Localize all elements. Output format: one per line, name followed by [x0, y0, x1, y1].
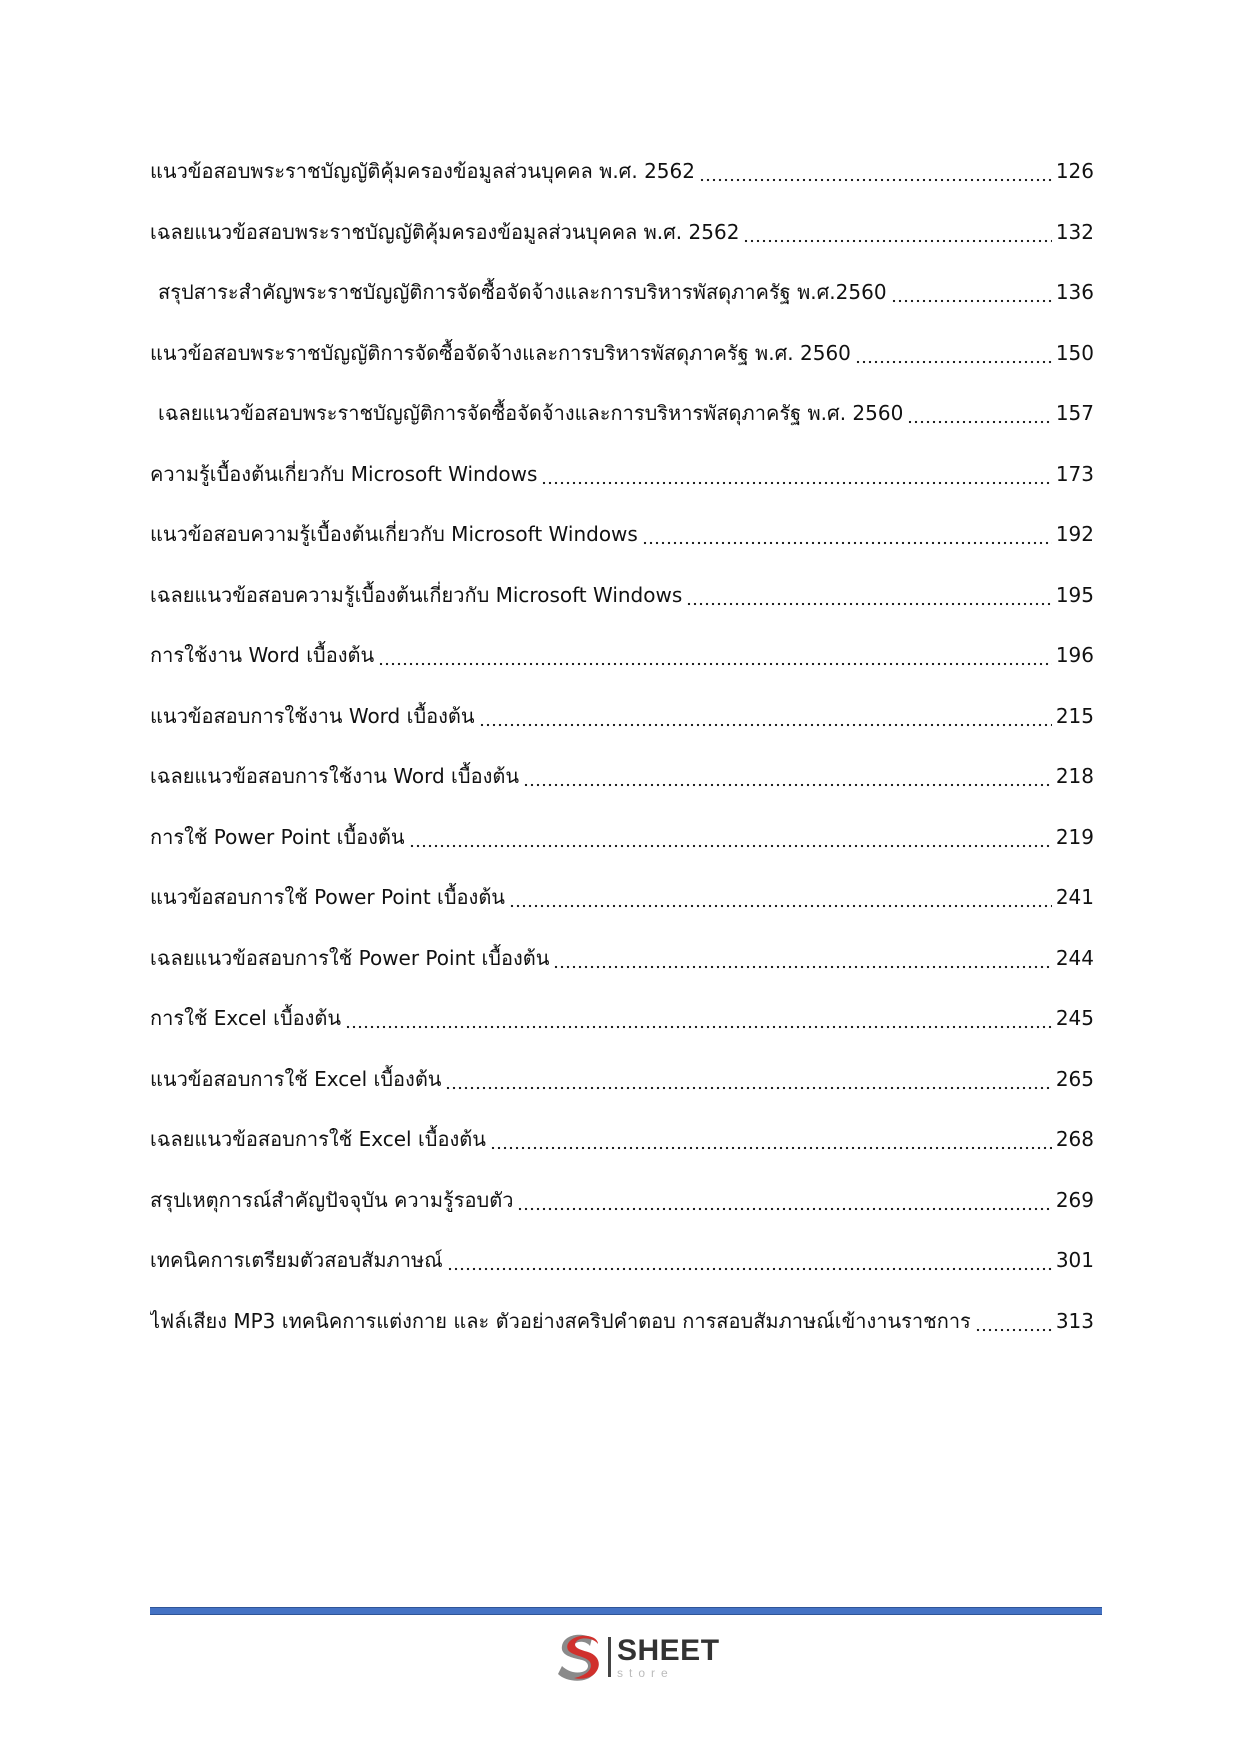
toc-entry[interactable] — [150, 699, 1094, 760]
toc-entry-page-number: 136 — [1055, 280, 1094, 304]
toc-entry-page-number: 173 — [1055, 461, 1094, 486]
toc-dot-leader — [541, 457, 1051, 491]
sheet-store-s-icon — [552, 1630, 604, 1684]
toc-dot-leader — [907, 396, 1051, 430]
toc-dot-leader — [686, 578, 1052, 612]
toc-entry-title: เฉลยแนวข้อสอบการใช้งาน Word เบื้องต้น — [150, 764, 520, 788]
toc-entry-page-number: 241 — [1055, 885, 1094, 909]
toc-entry[interactable] — [150, 759, 1094, 820]
toc-entry-page-number: 196 — [1055, 643, 1094, 667]
toc-entry-page-number: 301 — [1055, 1248, 1094, 1272]
toc-entry-title: แนวข้อสอบการใช้ Excel เบื้องต้น — [150, 1066, 442, 1091]
toc-entry[interactable] — [150, 1001, 1094, 1062]
toc-entry-title: แนวข้อสอบการใช้ Power Point เบื้องต้น — [150, 885, 505, 909]
toc-entry-title: เฉลยแนวข้อสอบความรู้เบื้องต้นเกี่ยวกับ Microsoft Windows — [150, 582, 683, 607]
toc-entry-page-number: 244 — [1055, 945, 1094, 970]
toc-dot-leader — [553, 941, 1051, 975]
footer-rule — [150, 1607, 1102, 1615]
toc-dot-leader — [855, 336, 1052, 370]
sheet-store-logo — [552, 1630, 720, 1684]
toc-entry[interactable] — [150, 941, 1094, 1002]
toc-dot-leader — [445, 1062, 1051, 1096]
toc-entry-page-number: 215 — [1055, 703, 1094, 728]
toc-entry-page-number: 157 — [1055, 401, 1094, 425]
toc-entry[interactable] — [150, 275, 1094, 336]
toc-entry-title: แนวข้อสอบการใช้งาน Word เบื้องต้น — [150, 703, 475, 728]
toc-entry-page-number: 195 — [1055, 582, 1094, 607]
toc-dot-leader — [975, 1304, 1052, 1338]
toc-dot-leader — [523, 759, 1052, 793]
toc-entry[interactable] — [150, 215, 1094, 276]
toc-entry[interactable] — [150, 457, 1094, 518]
toc-entry-title: ไฟล์เสียง MP3 เทคนิคการแต่งกาย และ ตัวอย่างสคริปคำตอบ การสอบสัมภาษณ์เข้างานราชการ — [150, 1308, 971, 1333]
toc-dot-leader — [378, 638, 1052, 672]
logo-text — [617, 1633, 720, 1680]
toc-entry[interactable] — [150, 638, 1094, 699]
toc-entry[interactable] — [150, 1183, 1094, 1244]
toc-entry-page-number: 150 — [1055, 340, 1094, 365]
toc-entry-title: เทคนิคการเตรียมตัวสอบสัมภาษณ์ — [150, 1248, 443, 1272]
toc-entry[interactable] — [150, 1062, 1094, 1123]
toc-entry[interactable] — [150, 880, 1094, 941]
toc-entry-title: แนวข้อสอบความรู้เบื้องต้นเกี่ยวกับ Microsoft Windows — [150, 522, 638, 546]
toc-dot-leader — [509, 880, 1052, 914]
toc-dot-leader — [699, 154, 1052, 188]
toc-entry[interactable] — [150, 336, 1094, 397]
toc-entry-title: เฉลยแนวข้อสอบพระราชบัญญัติคุ้มครองข้อมูลส่วนบุคคล พ.ศ. 2562 — [150, 219, 740, 244]
toc-entry[interactable] — [150, 154, 1094, 215]
toc-entry[interactable] — [150, 820, 1094, 881]
toc-entry-page-number: 313 — [1055, 1308, 1094, 1333]
toc-entry[interactable] — [150, 1304, 1094, 1365]
toc-dot-leader — [479, 699, 1052, 733]
toc-entry-title: แนวข้อสอบพระราชบัญญัติคุ้มครองข้อมูลส่วนบุคคล พ.ศ. 2562 — [150, 159, 695, 183]
toc-dot-leader — [447, 1243, 1052, 1277]
toc-entry-page-number: 192 — [1055, 522, 1094, 546]
logo-wordmark: SHEET — [617, 1633, 720, 1667]
toc-entry-page-number: 265 — [1055, 1066, 1094, 1091]
toc-entry-title: การใช้ Excel เบื้องต้น — [150, 1006, 342, 1030]
toc-entry[interactable] — [150, 517, 1094, 578]
toc-entry-title: เฉลยแนวข้อสอบการใช้ Excel เบื้องต้น — [150, 1127, 486, 1151]
toc-dot-leader — [490, 1122, 1052, 1156]
toc-entry-title: สรุปเหตุการณ์สำคัญปัจจุบัน ความรู้รอบตัว — [150, 1187, 514, 1212]
toc-entry-title: การใช้งาน Word เบื้องต้น — [150, 643, 375, 667]
toc-entry-page-number: 126 — [1055, 159, 1094, 183]
toc-entry-page-number: 132 — [1055, 219, 1094, 244]
toc-entry[interactable] — [150, 1122, 1094, 1183]
toc-entry[interactable] — [150, 578, 1094, 639]
toc-entry[interactable] — [150, 396, 1094, 457]
toc-entry-page-number: 245 — [1055, 1006, 1094, 1030]
toc-dot-leader — [409, 820, 1052, 854]
toc-entry-title: แนวข้อสอบพระราชบัญญัติการจัดซื้อจัดจ้างและการบริหารพัสดุภาครัฐ พ.ศ. 2560 — [150, 340, 851, 365]
toc-entry-page-number: 218 — [1055, 764, 1094, 788]
toc-entry-title: เฉลยแนวข้อสอบพระราชบัญญัติการจัดซื้อจัดจ้างและการบริหารพัสดุภาครัฐ พ.ศ. 2560 — [158, 401, 904, 425]
toc-dot-leader — [642, 517, 1052, 551]
logo-subtitle: store — [617, 1665, 674, 1680]
logo-separator — [608, 1637, 611, 1677]
toc-entry-page-number: 219 — [1055, 824, 1094, 849]
toc-dot-leader — [891, 275, 1052, 309]
toc-entry-title: สรุปสาระสำคัญพระราชบัญญัติการจัดซื้อจัดจ้างและการบริหารพัสดุภาครัฐ พ.ศ.2560 — [158, 280, 887, 304]
toc-entry-page-number: 269 — [1055, 1187, 1094, 1212]
toc-entry[interactable] — [150, 1243, 1094, 1304]
table-of-contents — [150, 154, 1094, 1364]
toc-entry-title: ความรู้เบื้องต้นเกี่ยวกับ Microsoft Windows — [150, 461, 538, 486]
toc-entry-title: การใช้ Power Point เบื้องต้น — [150, 824, 405, 849]
toc-dot-leader — [517, 1183, 1051, 1217]
toc-dot-leader — [345, 1001, 1052, 1035]
toc-dot-leader — [743, 215, 1051, 249]
toc-entry-page-number: 268 — [1055, 1127, 1094, 1151]
toc-entry-title: เฉลยแนวข้อสอบการใช้ Power Point เบื้องต้น — [150, 945, 550, 970]
